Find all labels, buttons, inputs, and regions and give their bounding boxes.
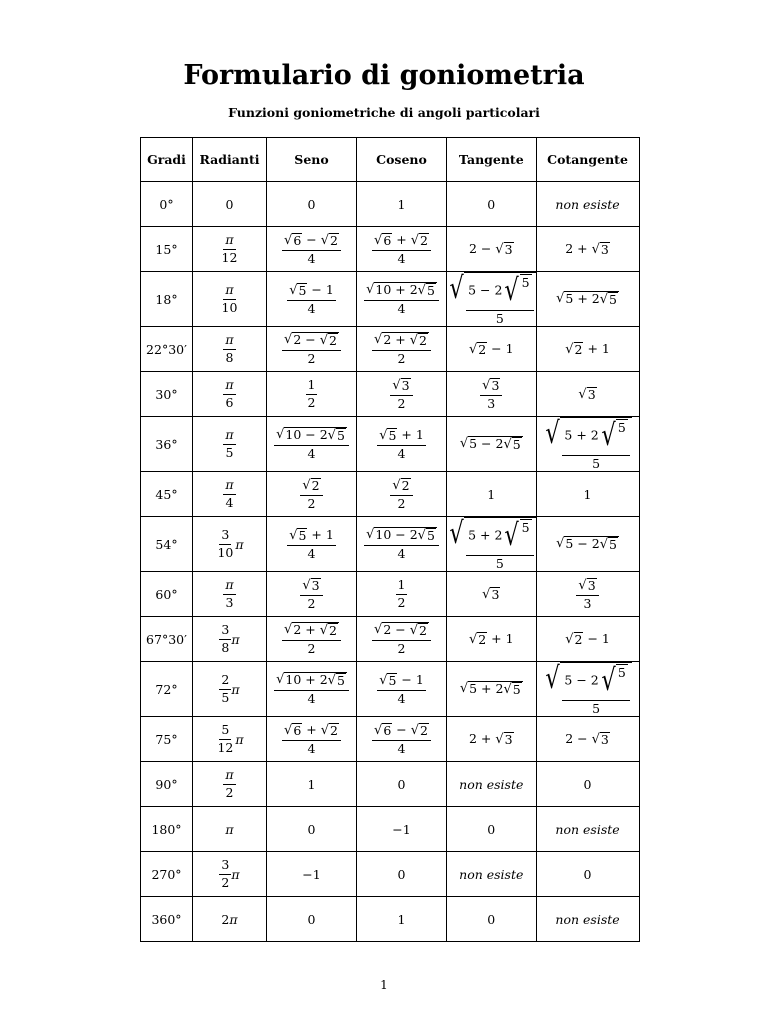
- cell-cotangente: √ 2 − 1: [536, 617, 639, 662]
- header-radianti: Radianti: [193, 138, 267, 182]
- cell-tangente: 0: [447, 897, 537, 942]
- cell-coseno: √ 6 − √ 2 4: [357, 717, 447, 762]
- cell-gradi: 30°: [141, 372, 193, 417]
- cell-tangente: √ 5 − 2 √ 5 5: [447, 272, 537, 327]
- cell-gradi: 45°: [141, 472, 193, 517]
- cell-gradi: 72°: [141, 662, 193, 717]
- cell-gradi: 22°30′: [141, 327, 193, 372]
- cell-tangente: 0: [447, 807, 537, 852]
- cell-cotangente: 0: [536, 762, 639, 807]
- page-number: 1: [380, 978, 388, 992]
- cell-coseno: 0: [357, 762, 447, 807]
- cell-radianti: $\frac{2}{5}$ π: [193, 662, 267, 717]
- cell-radianti: $\frac{\pi}{12}$: [193, 227, 267, 272]
- cell-coseno: √ 2 2: [357, 472, 447, 517]
- cell-gradi: 67°30′: [141, 617, 193, 662]
- cell-tangente: √ 5 − 2 √ 5: [447, 417, 537, 472]
- header-coseno: Coseno: [357, 138, 447, 182]
- cell-coseno: 1: [357, 897, 447, 942]
- table-row: [141, 417, 640, 472]
- cell-cotangente: √ 5 + 2 √ 5: [536, 272, 639, 327]
- cell-radianti: $\frac{\pi}{5}$: [193, 417, 267, 472]
- cell-coseno: √ 10 + 2 √ 5 4: [357, 272, 447, 327]
- cell-tangente: 2 + √ 3: [447, 717, 537, 762]
- cell-coseno: √ 2 + √ 2 2: [357, 327, 447, 372]
- cell-tangente: 0: [447, 182, 537, 227]
- table-row: [141, 227, 640, 272]
- cell-tangente: √ 2 + 1: [447, 617, 537, 662]
- cell-gradi: 270°: [141, 852, 193, 897]
- table-row: [141, 517, 640, 572]
- cell-gradi: 75°: [141, 717, 193, 762]
- cell-gradi: 90°: [141, 762, 193, 807]
- cell-cotangente: non esiste: [536, 182, 639, 227]
- header-cotangente: Cotangente: [536, 138, 639, 182]
- cell-seno: √ 5 + 1 4: [267, 517, 357, 572]
- cell-cotangente: 2 − √ 3: [536, 717, 639, 762]
- cell-seno: √ 5 − 1 4: [267, 272, 357, 327]
- cell-tangente: non esiste: [447, 852, 537, 897]
- table-row: [141, 807, 640, 852]
- cell-coseno: 0: [357, 852, 447, 897]
- cell-cotangente: 0: [536, 852, 639, 897]
- cell-tangente: 2 − √ 3: [447, 227, 537, 272]
- table-row: [141, 897, 640, 942]
- cell-seno: 0: [267, 897, 357, 942]
- table-row: [141, 272, 640, 327]
- cell-seno: $\frac{1}{2}$: [267, 372, 357, 417]
- table-row: [141, 762, 640, 807]
- cell-radianti: $\frac{\pi}{6}$: [193, 372, 267, 417]
- cell-tangente: √ 3: [447, 572, 537, 617]
- cell-seno: √ 10 + 2 √ 5 4: [267, 662, 357, 717]
- table-row: [141, 572, 640, 617]
- cell-radianti: $\frac{\pi}{4}$: [193, 472, 267, 517]
- cell-gradi: 360°: [141, 897, 193, 942]
- cell-gradi: 18°: [141, 272, 193, 327]
- cell-tangente: √ 2 − 1: [447, 327, 537, 372]
- cell-coseno: √ 5 + 1 4: [357, 417, 447, 472]
- cell-seno: √ 6 − √ 2 4: [267, 227, 357, 272]
- table-row: [141, 662, 640, 717]
- table-row: [141, 327, 640, 372]
- header-gradi: Gradi: [141, 138, 193, 182]
- cell-seno: √ 2 + √ 2 2: [267, 617, 357, 662]
- cell-radianti: $\frac{3}{2}$ π: [193, 852, 267, 897]
- cell-tangente: √ 3 3: [447, 372, 537, 417]
- header-tangente: Tangente: [447, 138, 537, 182]
- cell-radianti: $\frac{3}{10}$ π: [193, 517, 267, 572]
- cell-gradi: 54°: [141, 517, 193, 572]
- table-subtitle: Funzioni goniometriche di angoli particolari: [228, 105, 540, 120]
- cell-cotangente: √ 3 3: [536, 572, 639, 617]
- cell-cotangente: √ 5 − 2 √ 5: [536, 517, 639, 572]
- cell-coseno: $\frac{1}{2}$: [357, 572, 447, 617]
- table-row: [141, 472, 640, 517]
- cell-seno: 1: [267, 762, 357, 807]
- cell-coseno: −1: [357, 807, 447, 852]
- cell-cotangente: √ 5 + 2 √ 5 5: [536, 417, 639, 472]
- trig-values-table: [140, 137, 640, 942]
- cell-coseno: √ 2 − √ 2 2: [357, 617, 447, 662]
- cell-seno: √ 2 − √ 2 2: [267, 327, 357, 372]
- cell-seno: √ 10 − 2 √ 5 4: [267, 417, 357, 472]
- cell-tangente: √ 5 + 2 √ 5: [447, 662, 537, 717]
- cell-tangente: non esiste: [447, 762, 537, 807]
- cell-coseno: √ 5 − 1 4: [357, 662, 447, 717]
- cell-radianti: $\frac{\pi}{10}$: [193, 272, 267, 327]
- cell-cotangente: non esiste: [536, 897, 639, 942]
- cell-cotangente: √ 5 − 2 √ 5 5: [536, 662, 639, 717]
- cell-coseno: √ 6 + √ 2 4: [357, 227, 447, 272]
- cell-radianti: $\frac{\pi}{8}$: [193, 327, 267, 372]
- header-seno: Seno: [267, 138, 357, 182]
- cell-coseno: √ 10 − 2 √ 5 4: [357, 517, 447, 572]
- table-row: [141, 372, 640, 417]
- cell-radianti: $\frac{3}{8}$ π: [193, 617, 267, 662]
- cell-cotangente: 1: [536, 472, 639, 517]
- cell-seno: √ 2 2: [267, 472, 357, 517]
- table-row: [141, 617, 640, 662]
- cell-cotangente: √ 2 + 1: [536, 327, 639, 372]
- cell-radianti: $\frac{\pi}{2}$: [193, 762, 267, 807]
- cell-coseno: 1: [357, 182, 447, 227]
- cell-seno: 0: [267, 807, 357, 852]
- cell-cotangente: 2 + √ 3: [536, 227, 639, 272]
- cell-cotangente: √ 3: [536, 372, 639, 417]
- cell-radianti: $\frac{5}{12}$ π: [193, 717, 267, 762]
- cell-tangente: √ 5 + 2 √ 5 5: [447, 517, 537, 572]
- cell-coseno: √ 3 2: [357, 372, 447, 417]
- cell-radianti: 0: [193, 182, 267, 227]
- table-row: [141, 717, 640, 762]
- cell-seno: −1: [267, 852, 357, 897]
- page-title: Formulario di goniometria: [183, 60, 585, 91]
- table-header-row: [141, 138, 640, 182]
- cell-radianti: $\frac{\pi}{3}$: [193, 572, 267, 617]
- cell-seno: √ 6 + √ 2 4: [267, 717, 357, 762]
- table-row: [141, 852, 640, 897]
- cell-gradi: 60°: [141, 572, 193, 617]
- cell-cotangente: non esiste: [536, 807, 639, 852]
- cell-seno: 0: [267, 182, 357, 227]
- cell-radianti: π: [193, 807, 267, 852]
- cell-tangente: 1: [447, 472, 537, 517]
- cell-gradi: 180°: [141, 807, 193, 852]
- cell-radianti: 2π: [193, 897, 267, 942]
- cell-gradi: 36°: [141, 417, 193, 472]
- table-row: [141, 182, 640, 227]
- cell-gradi: 0°: [141, 182, 193, 227]
- cell-gradi: 15°: [141, 227, 193, 272]
- cell-seno: √ 3 2: [267, 572, 357, 617]
